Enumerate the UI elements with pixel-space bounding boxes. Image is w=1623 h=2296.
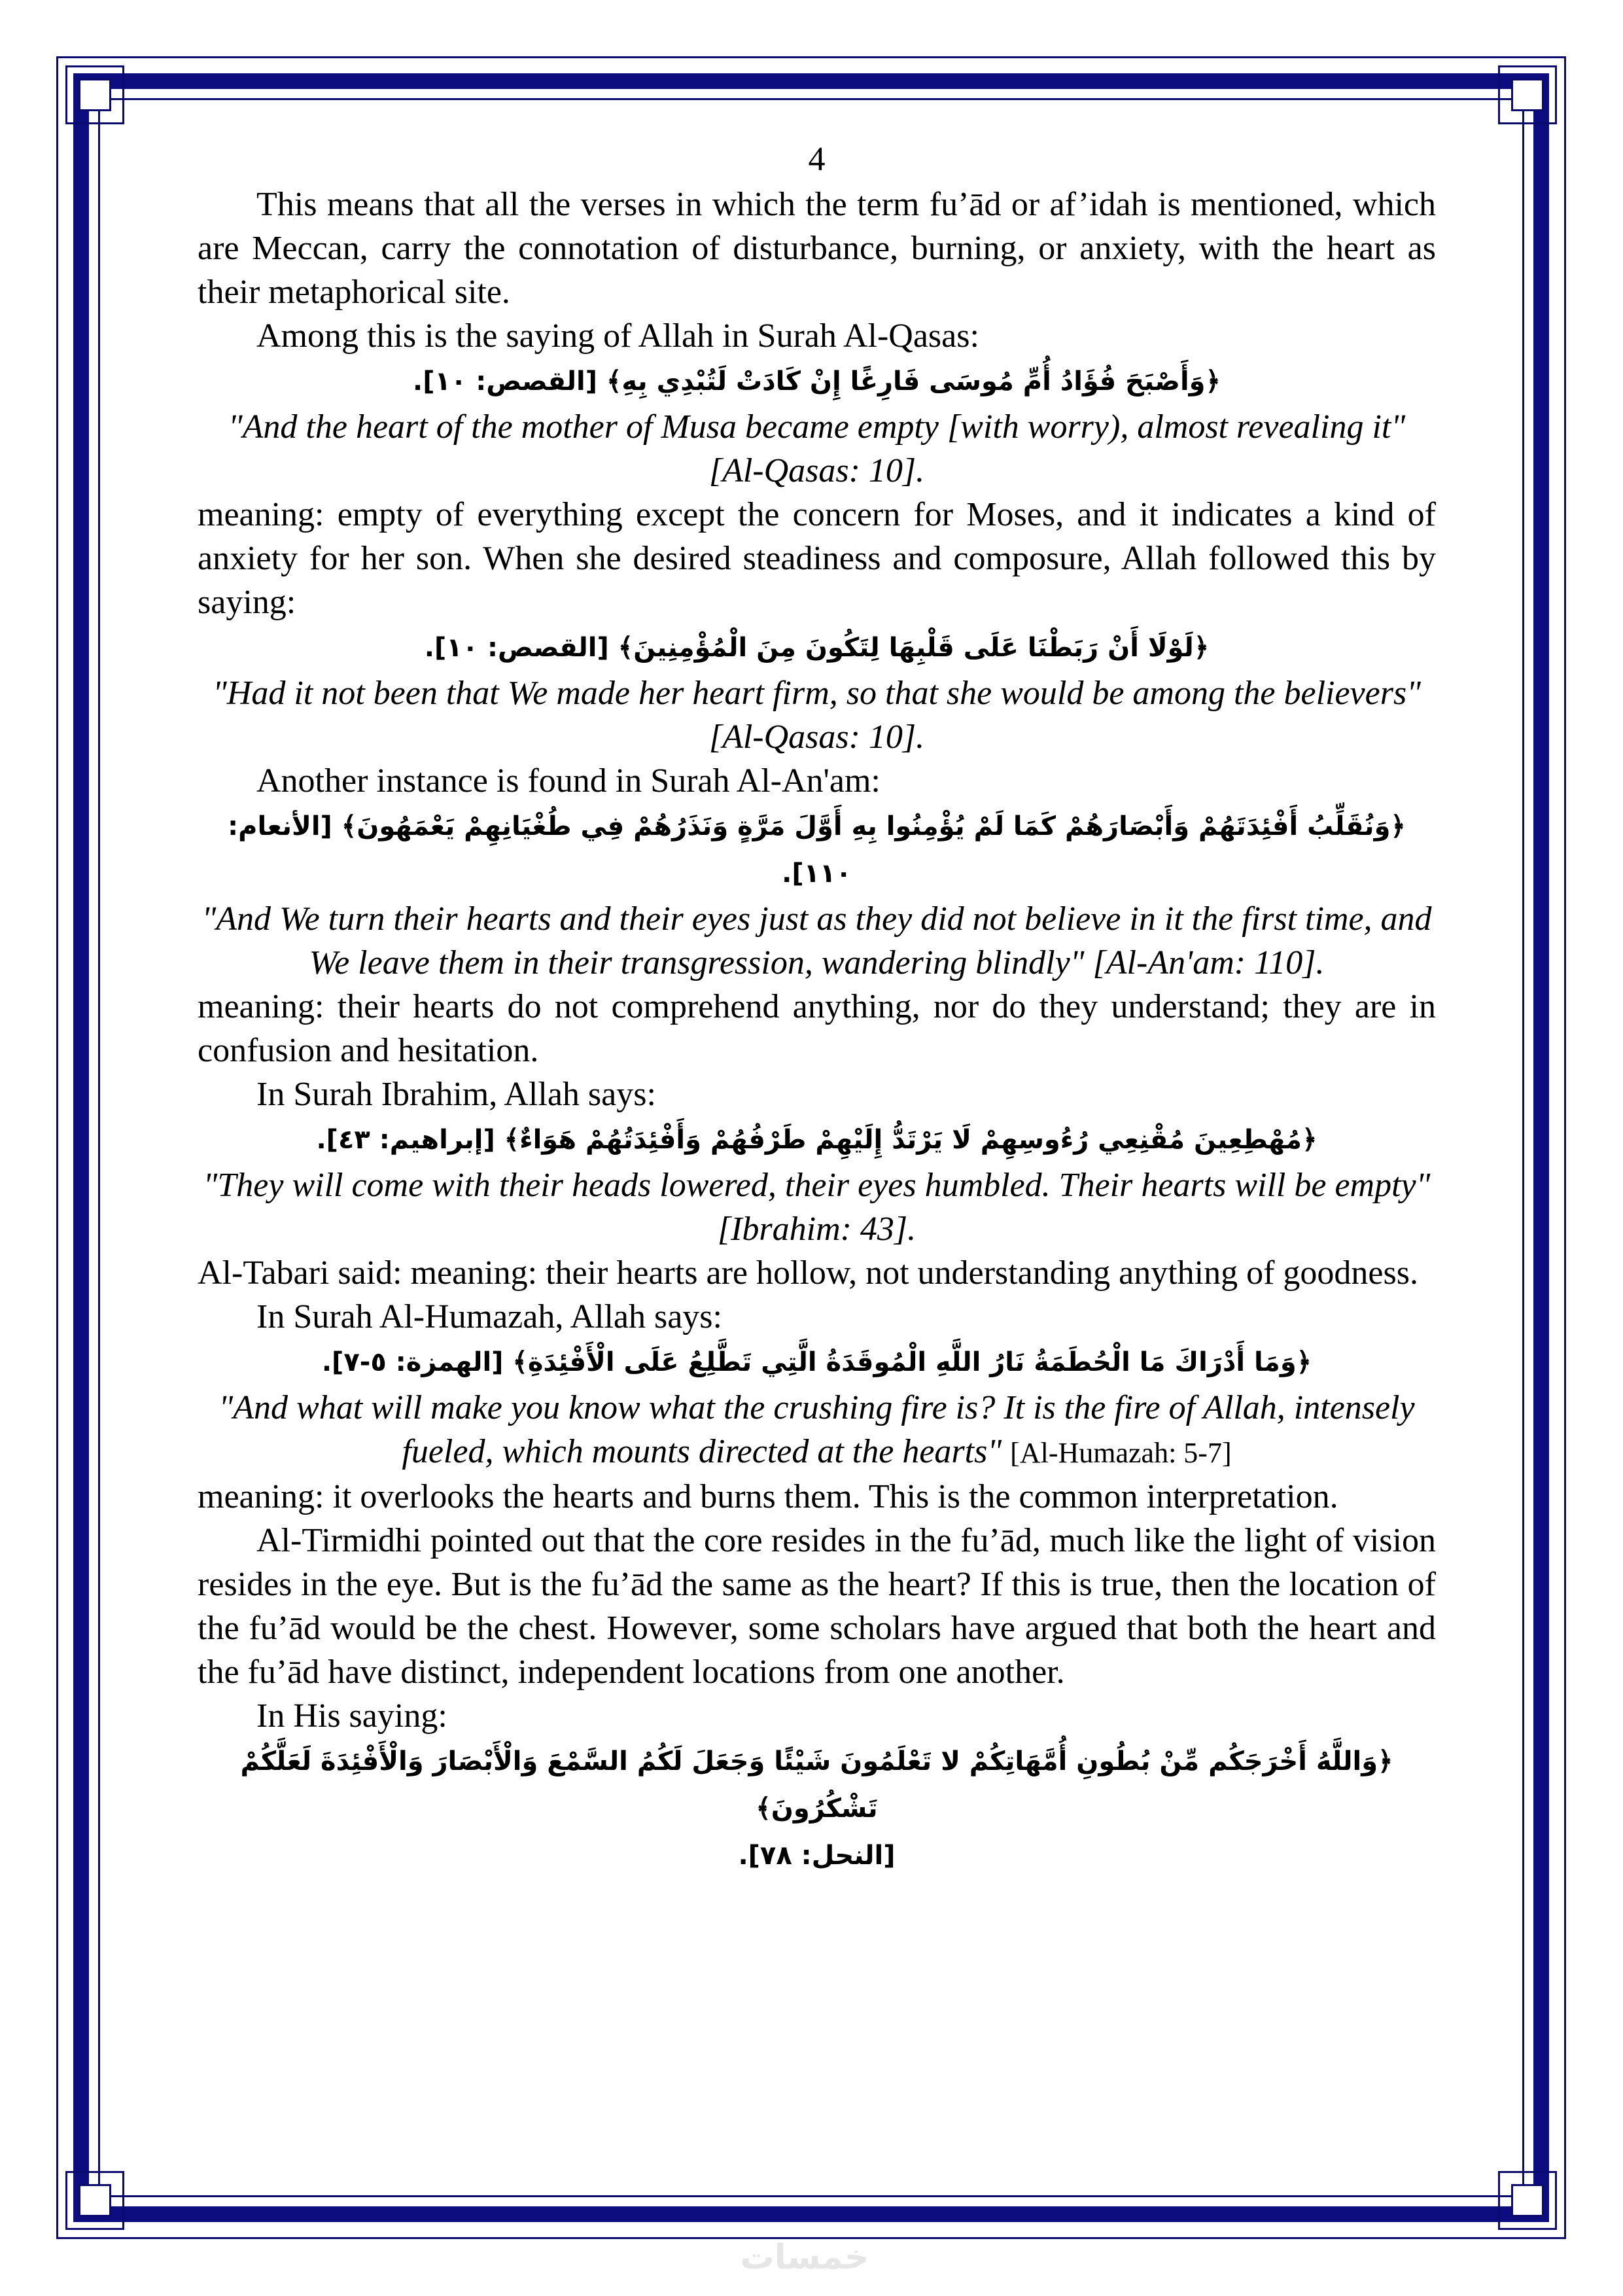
paragraph: In Surah Al-Humazah, Allah says: — [256, 1298, 722, 1335]
commentary: meaning: it overlooks the hearts and burns them. This is the common interpretation. — [198, 1478, 1338, 1515]
corner-ornament-inner — [79, 79, 111, 111]
verse-translation: "Had it not been that We made her heart firm, so that she would be among the believers" [Al-Qasas: 10]. — [212, 675, 1422, 756]
paragraph: Among this is the saying of Allah in Surah Al-Qasas: — [256, 317, 979, 355]
watermark-logo: خمسات — [740, 2238, 869, 2277]
corner-ornament-inner — [1511, 2184, 1544, 2217]
arabic-verse: ﴿وَأَصْبَحَ فُؤَادُ أُمِّ مُوسَى فَارِغًا إِنْ كَادَتْ لَتُبْدِي بِهِ﴾ [القصص: ١٠]. — [413, 366, 1221, 397]
arabic-verse: ﴿مُهْطِعِينَ مُقْنِعِي رُءُوسِهِمْ لَا يَرْتَدُّ إِلَيْهِمْ طَرْفُهُمْ وَأَفْئِدَتُهُمْ هَوَاءٌ﴾ [إبراهيم: ٤٣]. — [316, 1125, 1318, 1155]
translation-text: "And what will make you know what the crushing fire is? It is the fire of Allah, intensely fueled, which mounts directed at the hearts" — [218, 1389, 1415, 1470]
verse-translation: "They will come with their heads lowered, their eyes humbled. Their hearts will be empty" [Ibrahim: 43]. — [203, 1167, 1431, 1248]
paragraph: Another instance is found in Surah Al-An'am: — [256, 762, 881, 800]
arabic-verse: ﴿لَوْلَا أَنْ رَبَطْنَا عَلَى قَلْبِهَا لِتَكُونَ مِنَ الْمُؤْمِنِينَ﴾ [القصص: ١٠]. — [424, 633, 1210, 663]
arabic-verse: ﴿وَنُقَلِّبُ أَفْئِدَتَهُمْ وَأَبْصَارَهُمْ كَمَا لَمْ يُؤْمِنُوا بِهِ أَوَّلَ مَرَّةٍ وَنَذَرُهُمْ فِي طُغْيَانِهِمْ يَعْمَهُونَ﴾ [الأنعام: ١١٠]. — [228, 811, 1406, 889]
arabic-verse: ﴿وَاللَّهُ أَخْرَجَكُم مِّنْ بُطُونِ أُمَّهَاتِكُمْ لا تَعْلَمُونَ شَيْئًا وَجَعَلَ لَكُمُ السَّمْعَ وَالْأَبْصَارَ وَالْأَفْئِدَةَ لَعَلَّكُمْ تَشْكُرُونَ﴾ — [240, 1746, 1393, 1824]
commentary: meaning: their hearts do not comprehend anything, nor do they understand; they are in confusion and hesitation. — [198, 988, 1436, 1069]
verse-reference: [Al-Humazah: 5-7] — [1010, 1437, 1232, 1469]
page-number: 4 — [808, 141, 826, 178]
paragraph: In His saying: — [256, 1697, 447, 1735]
verse-translation: "And We turn their hearts and their eyes just as they did not believe in it the first time, and We leave them in their transgression, wandering blindly" [Al-An'am: 110]. — [201, 900, 1432, 981]
page-content — [198, 137, 1436, 1879]
arabic-verse: ﴿وَمَا أَدْرَاكَ مَا الْحُطَمَةُ نَارُ اللَّهِ الْمُوقَدَةُ الَّتِي تَطَّلِعُ عَلَى الْأَفْئِدَةِ﴾ [الهمزة: ٥-٧]. — [321, 1347, 1312, 1377]
verse-translation: "And the heart of the mother of Musa became empty [with worry), almost revealing it" [Al-Qasas: 10]. — [228, 408, 1406, 489]
paragraph: In Surah Ibrahim, Allah says: — [256, 1076, 656, 1113]
verse-reference: [النحل: ٧٨]. — [738, 1841, 896, 1871]
commentary: meaning: empty of everything except the concern for Moses, and it indicates a kind of anxiety for her son. When she desired steadiness and composure, Allah followed this by saying: — [198, 496, 1436, 621]
paragraph: This means that all the verses in which the term fu’ād or af’idah is mentioned, which are Meccan, carry the connotation of disturbance, burning, or anxiety, with the heart as their metaphorical site. — [198, 186, 1436, 311]
paragraph: Al-Tirmidhi pointed out that the core resides in the fu’ād, much like the light of vision resides in the eye. But is the fu’ād the same as the heart? If this is true, then the location of the fu’ād would be the chest. However, some scholars have argued that both the heart and the fu’ād have distinct, independent locations from one another. — [198, 1522, 1436, 1691]
commentary: Al-Tabari said: meaning: their hearts are hollow, not understanding anything of goodness. — [198, 1254, 1418, 1292]
corner-ornament-inner — [1511, 79, 1544, 111]
corner-ornament-inner — [79, 2184, 111, 2217]
verse-translation — [198, 1386, 1436, 1475]
